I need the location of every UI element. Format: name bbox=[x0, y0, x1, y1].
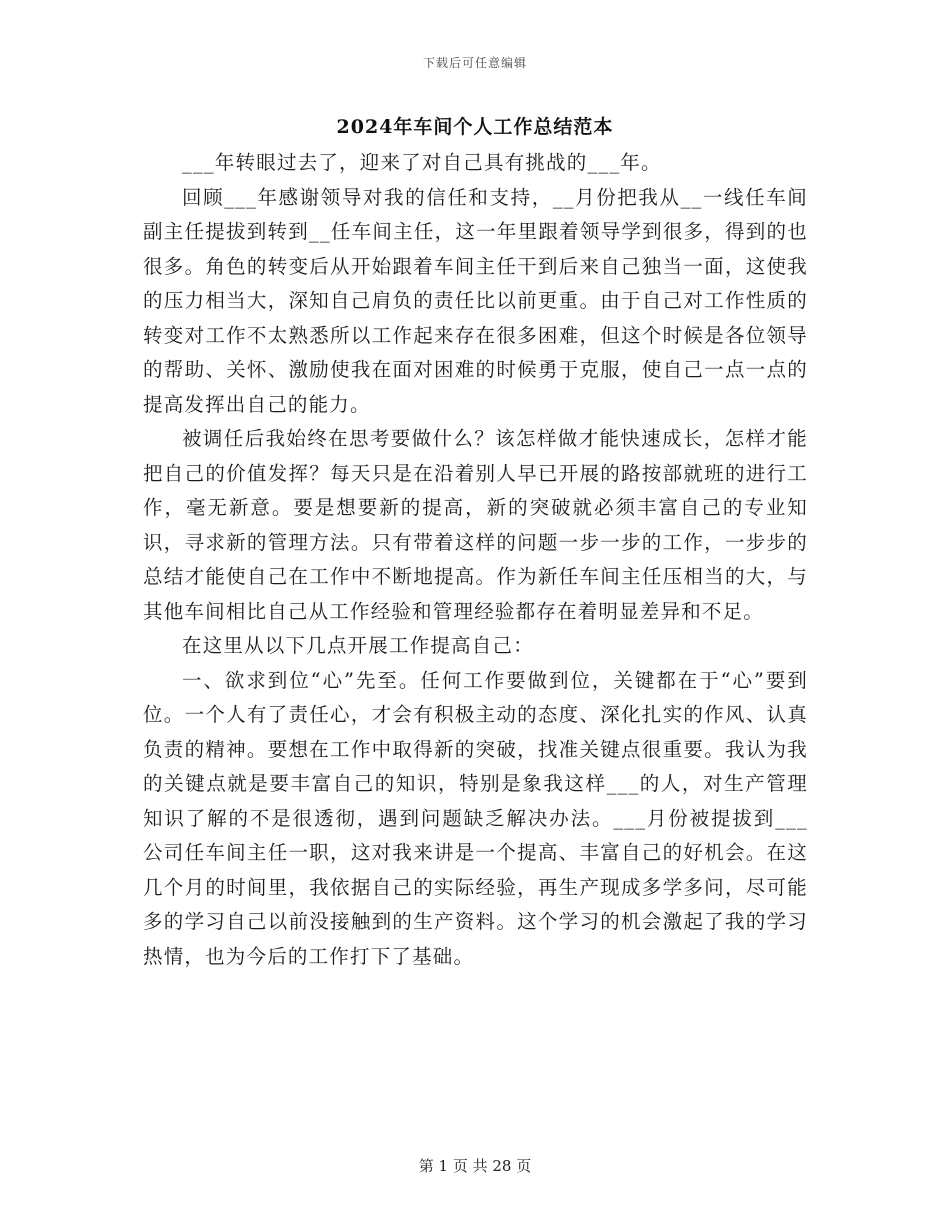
paragraph-4: 在这里从以下几点开展工作提高自己： bbox=[182, 634, 534, 657]
paragraph-5: 一、欲求到位“心”先至。任何工作要做到位，关键都在于“心”要到位。一个人有了责任心，才会有积极主动的态度、深化扎实的作风、认真负责的精神。要想在工作中取得新的突破，找准关键点很重要。我认为我的关键点就是要丰富自己的知识，特别是象我这样___的人，对生产管理知识了解的不是很透彻，遇到问题缺乏解决办法。___月份被提拔到___公司任车间主任一职，这对我来讲是一个提高、丰富自己的好机会。在这几个月的时间里，我依据自己的实际经验，再生产现成多学多问，尽可能多的学习自己以前没接触到的生产资料。这个学习的机会激起了我的学习热情，也为今后的工作打下了基础。 bbox=[143, 668, 808, 968]
document-title: 2024年车间个人工作总结范本 bbox=[336, 116, 614, 138]
document-body bbox=[143, 146, 808, 974]
page-number: 第 1 页 共 28 页 bbox=[418, 1157, 532, 1175]
paragraph-2: 回顾___年感谢领导对我的信任和支持，__月份把我从__一线任车间副主任提拔到转到__任车间主任，这一年里跟着领导学到很多，得到的也很多。角色的转变后从开始跟着车间主任干到后来自己独当一面，这使我的压力相当大，深知自己肩负的责任比以前更重。由于自己对工作性质的转变对工作不太熟悉所以工作起来存在很多困难，但这个时候是各位领导的帮助、关怀、激励使我在面对困难的时候勇于克服，使自己一点一点的提高发挥出自己的能力。 bbox=[143, 185, 808, 416]
paragraph-1: ___年转眼过去了，迎来了对自己具有挑战的___年。 bbox=[182, 151, 662, 174]
paragraph-3: 被调任后我始终在思考要做什么？该怎样做才能快速成长，怎样才能把自己的价值发挥？每天只是在沿着别人早已开展的路按部就班的进行工作，毫无新意。要是想要新的提高，新的突破就必须丰富自己的专业知识，寻求新的管理方法。只有带着这样的问题一步一步的工作，一步步的总结才能使自己在工作中不断地提高。作为新任车间主任压相当的大，与其他车间相比自己从工作经验和管理经验都存在着明显差异和不足。 bbox=[143, 427, 808, 623]
header-note: 下载后可任意编辑 bbox=[422, 56, 527, 70]
